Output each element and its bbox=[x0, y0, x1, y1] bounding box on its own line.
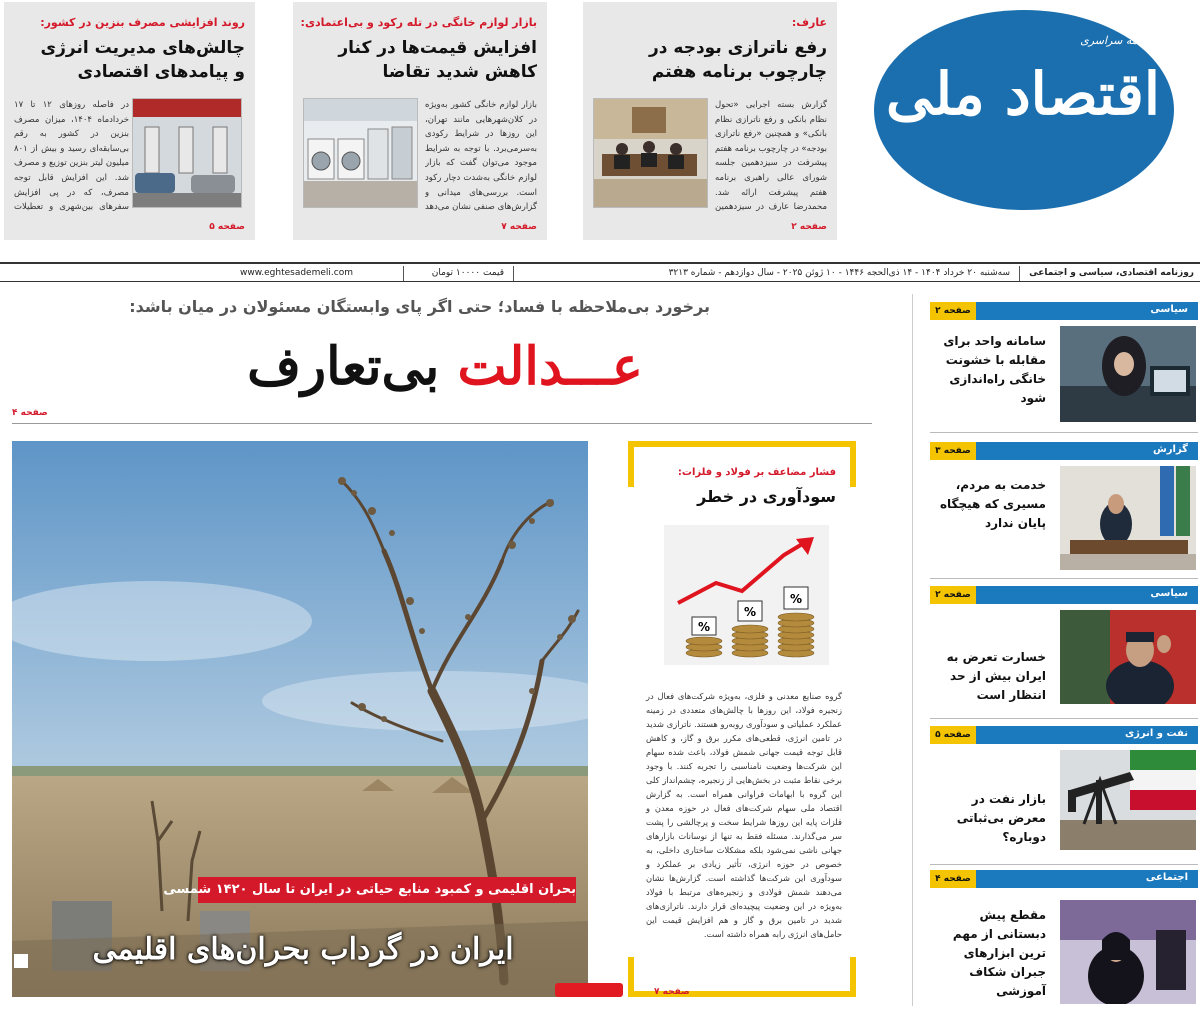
issue-date: سه‌شنبه ۲۰ خرداد ۱۴۰۴ - ۱۴ ذی‌الحجه ۱۴۴۶ - ۱۰ ژوئن ۲۰۲۵ - سال دوازدهم - شماره ۳۲۱۳ bbox=[668, 268, 1010, 278]
feature-page-ref[interactable]: صفحه ۷ bbox=[654, 987, 690, 997]
photo-caption: بحران اقلیمی و کمبود منابع حیاتی در ایران تا سال ۱۴۲۰ شمسی bbox=[198, 877, 576, 903]
date-bar bbox=[0, 262, 1200, 282]
sidebar-headline: مقطع پیش دبستانی از مهم ترین ابزارهای جبران شکاف آموزشی bbox=[952, 908, 1046, 998]
sidebar-photo-office bbox=[1060, 466, 1196, 570]
sidebar-item-violence[interactable] bbox=[930, 302, 1198, 426]
ad-banner[interactable] bbox=[555, 983, 623, 997]
sidebar-item-education[interactable] bbox=[930, 870, 1198, 1002]
main-headline[interactable]: عـــدالت بی‌تعارف bbox=[247, 336, 643, 397]
teaser-kicker: روند افزایشی مصرف بنزین در کشور: bbox=[40, 16, 245, 29]
teaser-headline: افزایش قیمت‌ها در کنار کاهش شدید تقاضا bbox=[338, 38, 537, 82]
teaser-page[interactable]: صفحه ۷ bbox=[501, 222, 537, 232]
photo-badge bbox=[14, 954, 28, 968]
teaser-budget[interactable] bbox=[583, 2, 837, 240]
svg-text:%: % bbox=[697, 620, 711, 634]
sidebar-section-bar: سیاسی صفحه ۲ bbox=[930, 302, 1198, 320]
svg-text:%: % bbox=[789, 592, 803, 606]
masthead-subtitle: روزنامه سراسری bbox=[1080, 34, 1160, 47]
website-link[interactable]: www.eghtesademeli.com bbox=[240, 268, 353, 278]
sidebar-photo-parliament bbox=[1060, 326, 1196, 422]
teaser-body: بازار لوازم خانگی کشور به‌ویژه در کلان‌شهرهایی مانند تهران، این روزها در شرایط رکودی به‌سرمی‌برد. با توجه به شرایط موجود می‌توان گفت که بازار لوازم خانگی به‌شدت دچار رکود است. بررسی‌های میدانی و گزارش‌های صنفی نشان می‌دهد bbox=[425, 100, 537, 213]
masthead[interactable] bbox=[850, 2, 1200, 240]
feature-kicker: فشار مضاعف بر فولاد و فلزات: bbox=[677, 467, 836, 478]
sidebar-photo-officer bbox=[1060, 610, 1196, 704]
teaser-kicker: بازار لوازم خانگی در تله رکود و بی‌اعتمادی: bbox=[300, 16, 537, 29]
teaser-body: گزارش بسته اجرایی «تحول نظام بانکی و رفع ناترازی نظام بانکی» و همچنین «رفع ناترازی بودجه» در چارچوب برنامه هفتم پیشرفت در سیزدهمین جلسه شورای عالی راهبری برنامه هفتم پیشرفت ارائه شد. محمدرضا عارف در سیزدهمین bbox=[715, 100, 827, 213]
sidebar-section-bar: نفت و انرژی صفحه ۵ bbox=[930, 726, 1198, 744]
divider bbox=[12, 423, 872, 424]
photo-headline[interactable]: ایران در گرداب بحران‌های اقلیمی bbox=[92, 932, 514, 967]
sidebar-headline: خسارت تعرض به ایران بیش از حد انتظار است bbox=[946, 650, 1046, 702]
sidebar-headline: سامانه واحد برای مقابله با خشونت خانگی راه‌اندازی شود bbox=[943, 334, 1046, 405]
teaser-page[interactable]: صفحه ۵ bbox=[209, 222, 245, 232]
sidebar-section-bar: سیاسی صفحه ۲ bbox=[930, 586, 1198, 604]
sidebar-rule bbox=[912, 294, 913, 1006]
sidebar-headline: بازار نفت در معرض بی‌ثباتی دوباره؟ bbox=[956, 792, 1046, 844]
teaser-headline: چالش‌های مدیریت انرژی و پیامدهای اقتصادی bbox=[40, 38, 245, 82]
drought-photo[interactable] bbox=[12, 441, 588, 997]
feature-headline: سودآوری در خطر bbox=[697, 487, 836, 506]
sidebar-item-service[interactable] bbox=[930, 442, 1198, 574]
sidebar-section-bar: گزارش صفحه ۳ bbox=[930, 442, 1198, 460]
sidebar-section-bar: اجتماعی صفحه ۴ bbox=[930, 870, 1198, 888]
teaser-kicker: عارف: bbox=[791, 16, 827, 29]
appliance-store-photo bbox=[303, 98, 418, 208]
svg-text:%: % bbox=[743, 605, 757, 619]
sidebar-headline: خدمت به مردم، مسیری که هیچگاه پایان ندارد bbox=[939, 478, 1046, 530]
teaser-headline: رفع ناترازی بودجه در چارچوب برنامه هفتم bbox=[648, 38, 827, 82]
paper-category: روزنامه اقتصادی، سیاسی و اجتماعی bbox=[1029, 268, 1194, 278]
teaser-appliances[interactable] bbox=[293, 2, 547, 240]
profit-chart-illustration bbox=[664, 525, 829, 665]
teaser-page[interactable]: صفحه ۲ bbox=[791, 222, 827, 232]
issue-price: قیمت ۱۰۰۰۰ تومان bbox=[431, 268, 504, 278]
gas-station-photo bbox=[132, 98, 242, 208]
sidebar-photo-official bbox=[1060, 900, 1196, 1004]
teaser-body: در فاصله روزهای ۱۲ تا ۱۷ خردادماه ۱۴۰۴، میزان مصرف بنزین در کشور به رقم بی‌سابقه‌ای رسید و بیش از ۸۰۱ میلیون لیتر بنزین توزیع و مصرف شد. این افزایش قابل توجه مصرف، که در پی افزایش سفرهای بین‌شهری و تعطیلات bbox=[14, 100, 129, 213]
masthead-logo: اقتصاد ملی bbox=[886, 60, 1160, 128]
meeting-photo bbox=[593, 98, 708, 208]
sidebar-item-oil[interactable] bbox=[930, 726, 1198, 860]
feature-body: گروه صنایع معدنی و فلزی، به‌ویژه شرکت‌های فعال در زنجیره فولاد، این روزها با چالش‌های متعددی در زمینه عملکرد عملیاتی و سودآوری روبه‌رو هستند. ناترازی شدید در تامین انرژی، قطعی‌های مکرر برق و گاز، و کاهش قابل توجه قیمت جهانی شمش فولاد، باعث شده سهام این شرکت‌ها وضعیت نامناسبی را تجربه کنند. با وجود برخی نقاط مثبت در بخش‌هایی از زنجیره، چشم‌انداز کلی این گروه با ابهامات فراوانی همراه است. به گزارش اقتصاد ملی سهام شرکت‌های فعال در حوزه معدن و فلزات پایه این روزها شرایط سخت و پرچالشی را پشت سر می‌گذارند. مسئله فقط به تنها از نوسانات بازارهای جهانی ناشی نمی‌شود بلکه مشکلات ساختاری داخلی، به خصوص در حوزه انرژی، تأثیر زیادی بر عملکرد و سودآوری این شرکت‌ها گذاشته است. گزارش‌ها نشان می‌دهند شمش فولادی و زنجیره‌های مرتبط با فولاد به‌ویژه در این وضعیت پیچیده‌ای قرار دارند. ناترازی‌های شدید در تامین برق و گاز و هم افزایش قیمت این حامل‌های انرژی رابه همراه داشته است. bbox=[646, 691, 842, 939]
sidebar-item-damage[interactable] bbox=[930, 586, 1198, 710]
sidebar-photo-oil-pump bbox=[1060, 750, 1196, 850]
steel-feature-box[interactable] bbox=[628, 441, 856, 997]
main-superhead: برخورد بی‌ملاحظه با فساد؛ حتی اگر پای وابستگان مسئولان در میان باشد: bbox=[129, 297, 710, 316]
teaser-fuel[interactable] bbox=[4, 2, 255, 240]
main-page-ref[interactable]: صفحه ۴ bbox=[12, 408, 48, 418]
